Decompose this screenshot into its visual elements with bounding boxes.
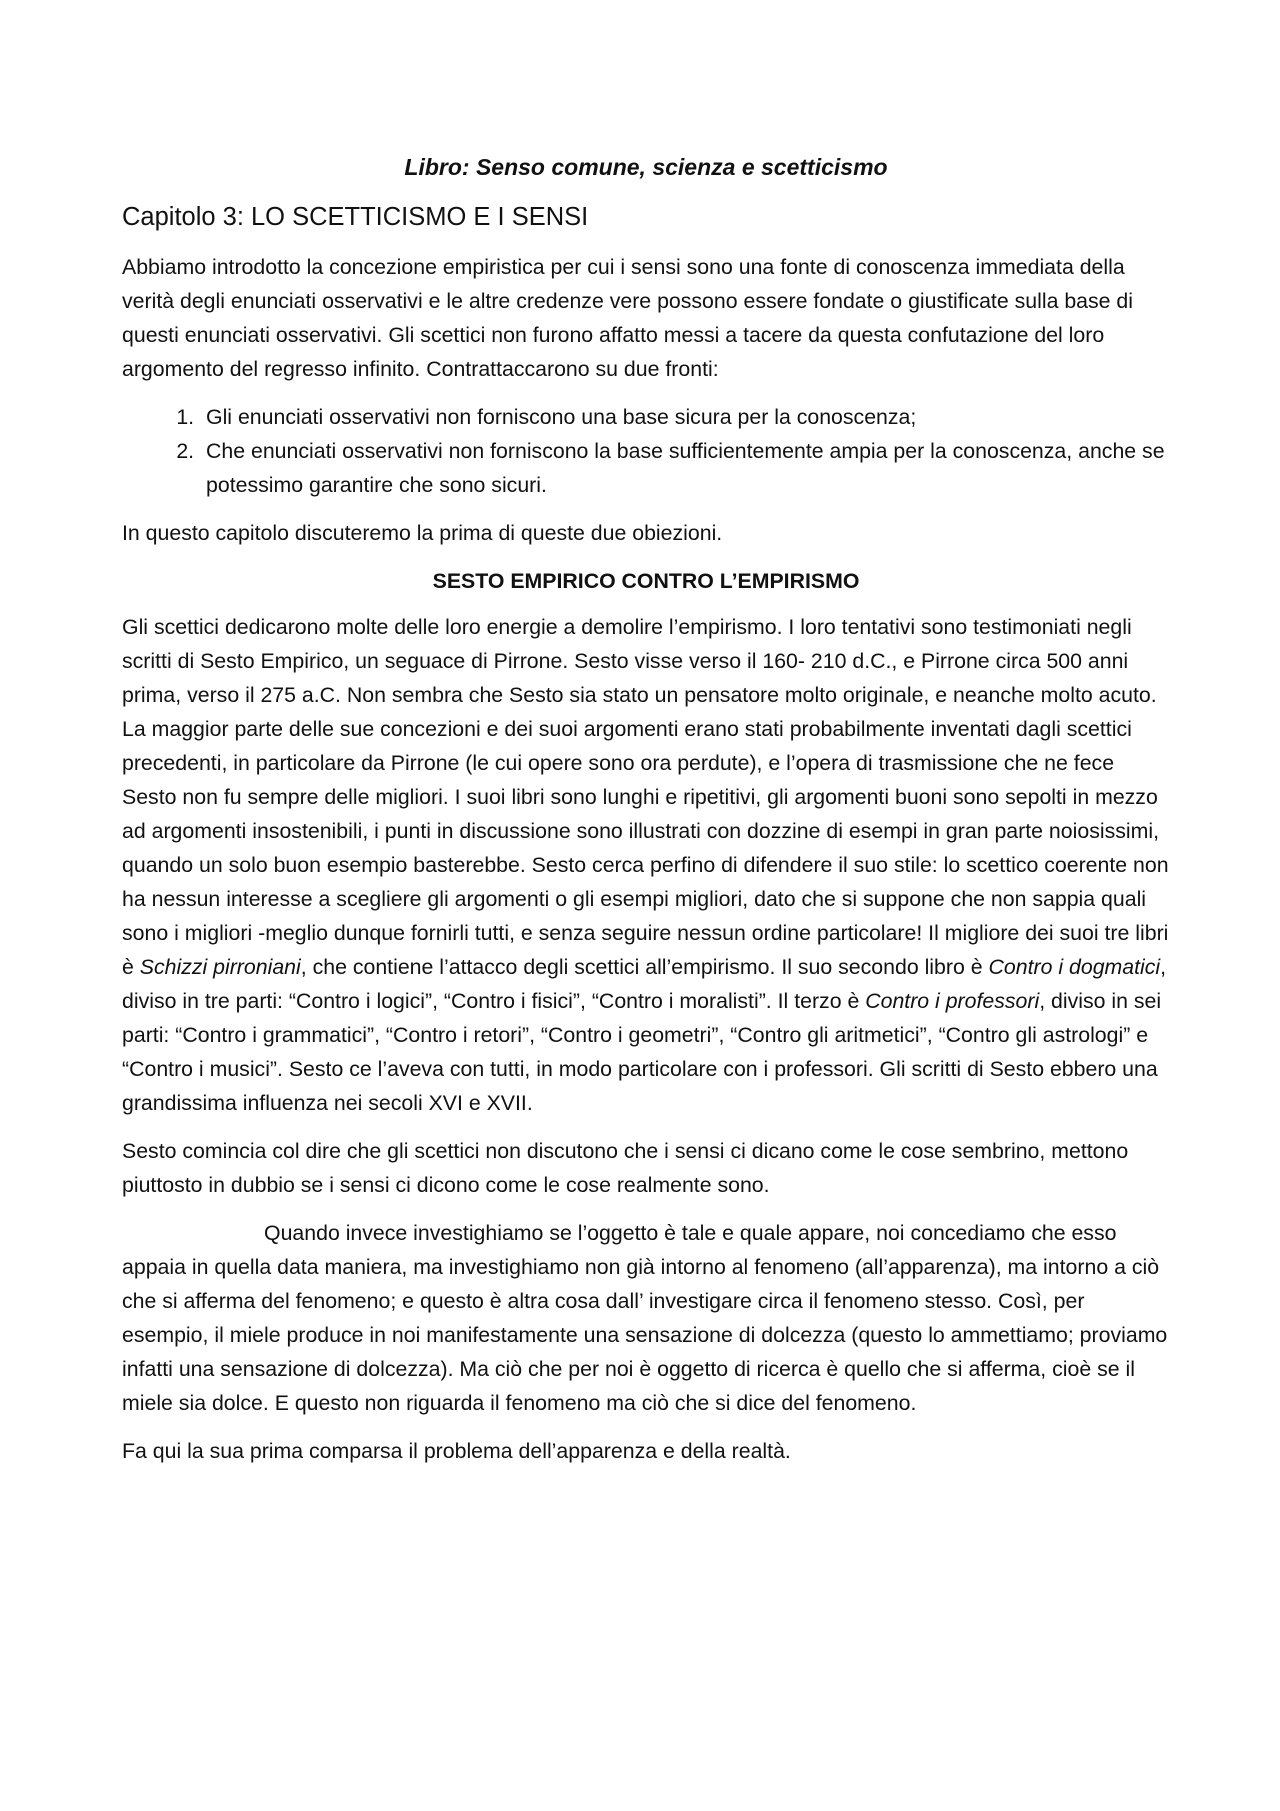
intro-paragraph: Abbiamo introdotto la concezione empiristica per cui i sensi sono una fonte di conoscenza immediata della verità degli enunciati osservativi e le altre credenze vere possono essere fondate o giustificate sulla base di questi enunciati osservativi. Gli scettici non furono affatto messi a tacere da questa confutazione del loro argomento del regresso infinito. Contrattaccarono su due fronti: (122, 255, 1133, 381)
list-item: 1. Gli enunciati osservativi non forniscono una base sicura per la conoscenza; (200, 400, 1170, 434)
work-title: Schizzi pirroniani (139, 955, 301, 979)
chapter-note: In questo capitolo discuteremo la prima di queste due obiezioni. (122, 521, 723, 545)
book-title: Libro: Senso comune, scienza e scetticismo (404, 154, 888, 180)
list-item: 2. Che enunciati osservativi non forniscono la base sufficientemente ampia per la conoscenza, anche se potessimo garantire che sono sicuri. (200, 434, 1170, 502)
quote-paragraph: Quando invece investighiamo se l’oggetto è tale e quale appare, noi concediamo che esso appaia in quella data maniera, ma investighiamo non già intorno al fenomeno (all’apparenza), ma intorno a ciò che si afferma del fenomeno; e questo è altra cosa dall’ investigare circa il fenomeno stesso. Così, per esempio, il miele produce in noi manifestamente una sensazione di dolcezza (questo lo ammettiamo; proviamo infatti una sensazione di dolcezza). Ma ciò che per noi è oggetto di ricerca è quello che si afferma, cioè se il miele sia dolce. E questo non riguarda il fenomeno ma ciò che si dice del fenomeno. (122, 1221, 1168, 1415)
chapter-title: Capitolo 3: LO SCETTICISMO E I SENSI (122, 203, 589, 231)
document-body (122, 150, 1170, 1482)
senses-paragraph: Sesto comincia col dire che gli scettici non discutono che i sensi ci dicano come le cose sembrino, mettono piuttosto in dubbio se i sensi ci dicono come le cose realmente sono. (122, 1139, 1129, 1197)
objections-list (122, 400, 1170, 502)
text-span: Gli scettici dedicarono molte delle loro energie a demolire l’empirismo. I loro tentativi sono testimoniati negli scritti di Sesto Empirico, un seguace di Pirrone. Sesto visse verso il 160- 210 d.C., e Pirrone circa 500 anni prima, verso il 275 a.C. Non sembra che Sesto sia stato un pensatore molto originale, e neanche molto acuto. La maggior parte delle sue concezioni e dei suoi argomenti erano stati probabilmente inventati dagli scettici precedenti, in particolare da Pirrone (le cui opere sono ora perdute), e l’opera di trasmissione che ne fece Sesto non fu sempre delle migliori. I suoi libri sono lunghi e ripetitivi, gli argomenti buoni sono sepolti in mezzo ad argomenti insostenibili, i punti in discussione sono illustrati con dozzine di esempi in gran parte noiosissimi, quando un solo buon esempio basterebbe. Sesto cerca perfino di difendere il suo stile: lo scettico coerente non ha nessun interesse a scegliere gli argomenti o gli esempi migliori, dato che si suppone che non sappia quali sono i migliori -meglio dunque fornirli tutti, e senza seguire nessun ordine particolare! Il migliore dei suoi tre libri è (122, 615, 1169, 979)
work-title: Contro i dogmatici (988, 955, 1161, 979)
section-title: SESTO EMPIRICO CONTRO L’EMPIRISMO (432, 569, 860, 593)
work-title: Contro i professori (865, 989, 1040, 1013)
sextus-paragraph (122, 610, 1170, 1120)
text-span: , diviso in tre parti: “Contro i logici”, “Contro i fisici”, “Contro i moralisti”. Il terzo è (122, 955, 1167, 1013)
text-span: , che contiene l’attacco degli scettici all’empirismo. Il suo secondo libro è (300, 955, 989, 979)
closing-paragraph: Fa qui la sua prima comparsa il problema dell’apparenza e della realtà. (122, 1439, 791, 1463)
text-span: , diviso in sei parti: “Contro i grammatici”, “Contro i retori”, “Contro i geometri”, “Contro gli aritmetici”, “Contro gli astrologi” e “Contro i musici”. Sesto ce l’aveva con tutti, in modo particolare con i professori. Gli scritti di Sesto ebbero una grandissima influenza nei secoli XVI e XVII. (122, 989, 1162, 1115)
